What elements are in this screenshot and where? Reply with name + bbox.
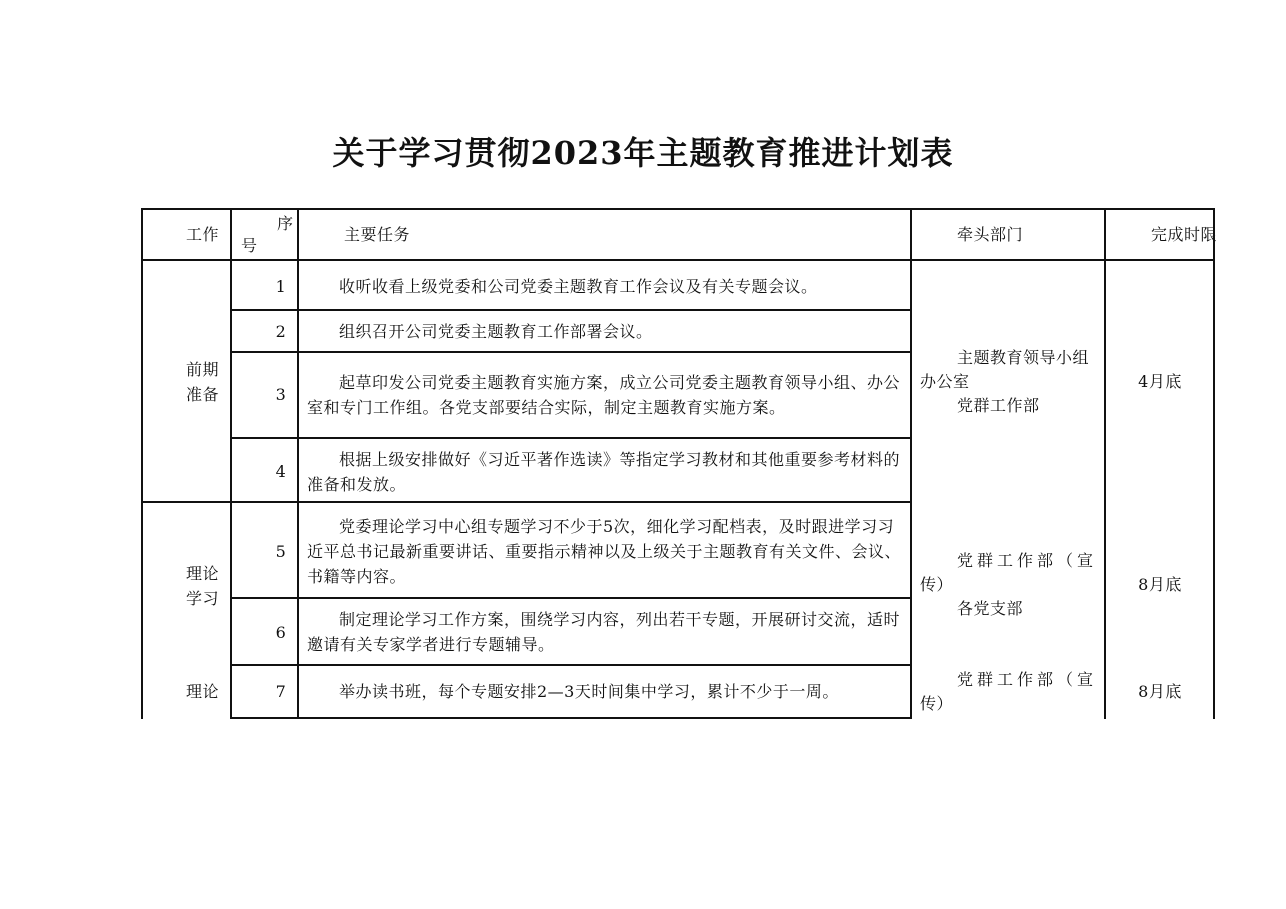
- group-name-1b: 准备: [186, 385, 220, 404]
- table-border-right: [1213, 208, 1215, 719]
- row-number: 1: [275, 277, 287, 296]
- row-number: 5: [275, 542, 287, 561]
- col-line: [1104, 208, 1106, 719]
- row-line: [231, 437, 912, 439]
- row-number: 2: [275, 322, 287, 341]
- task-text: 组织召开公司党委主题教育工作部署会议。: [339, 322, 653, 341]
- row-line: [231, 717, 912, 719]
- row-number: 3: [275, 385, 287, 404]
- dept-text: 党群工作部: [957, 396, 1040, 415]
- header-seq-top: 序: [277, 214, 294, 233]
- dept-text: 主题教育领导小组: [957, 348, 1090, 367]
- row-number: 4: [275, 462, 287, 481]
- task-text: 举办读书班，每个专题安排2—3天时间集中学习，累计不少于一周。: [339, 682, 839, 701]
- col-line: [230, 208, 232, 719]
- header-dept: 牵头部门: [957, 225, 1024, 244]
- col-line: [910, 208, 912, 719]
- row-number: 6: [275, 623, 287, 642]
- dept-text: 党群工作部（宣: [957, 670, 1098, 689]
- row-line: [231, 597, 912, 599]
- deadline-text: 8月底: [1138, 682, 1182, 701]
- task-text: 党委理论学习中心组专题学习不少于5次，细化学习配档表，及时跟进学习习近平总书记最新重要讲话、重要指示精神以及上级关于主题教育有关文件、会议、书籍等内容。: [307, 517, 902, 586]
- task-text: 起草印发公司党委主题教育实施方案，成立公司党委主题教育领导小组、办公室和专门工作组。各党支部要结合实际，制定主题教育实施方案。: [307, 373, 901, 417]
- deadline-text: 4月底: [1138, 372, 1182, 391]
- header-task: 主要任务: [344, 225, 411, 244]
- dept-text: 传）: [920, 575, 954, 594]
- header-seq-bottom: 号: [241, 236, 258, 255]
- group-line: [141, 501, 912, 503]
- dept-text: 各党支部: [957, 599, 1024, 618]
- dept-text: 办公室: [920, 372, 970, 391]
- col-line: [297, 208, 299, 719]
- dept-text: 传）: [920, 694, 954, 713]
- task-text: 制定理论学习工作方案，围绕学习内容，列出若干专题，开展研讨交流，适时邀请有关专家学者进行专题辅导。: [307, 610, 901, 654]
- deadline-text: 8月底: [1138, 575, 1182, 594]
- row-line: [231, 309, 912, 311]
- task-text: 根据上级安排做好《习近平著作选读》等指定学习教材和其他重要参考材料的准备和发放。: [307, 450, 901, 494]
- task-text: 收听收看上级党委和公司党委主题教育工作会议及有关专题会议。: [339, 277, 818, 296]
- row-line: [231, 351, 912, 353]
- group-name-1a: 前期: [186, 360, 220, 379]
- header-bottom-line: [141, 259, 1215, 261]
- header-work: 工作: [186, 225, 220, 244]
- table-border-left: [141, 208, 143, 719]
- header-deadline: 完成时限: [1151, 225, 1218, 244]
- group-name-3a: 理论: [186, 682, 220, 701]
- dept-text: 党群工作部（宣: [957, 551, 1098, 570]
- row-line: [231, 664, 912, 666]
- page-title: 关于学习贯彻2023年主题教育推进计划表: [332, 134, 954, 172]
- group-name-2b: 学习: [186, 589, 220, 608]
- group-name-2a: 理论: [186, 564, 220, 583]
- row-number: 7: [275, 682, 287, 701]
- table-border-top: [141, 208, 1215, 210]
